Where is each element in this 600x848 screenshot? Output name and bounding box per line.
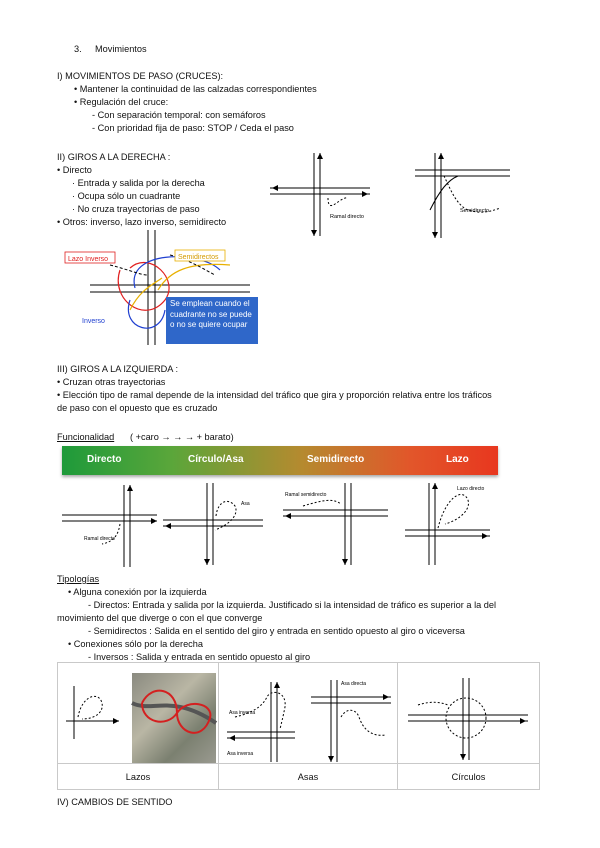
tipologias-title: Tipologías [57, 574, 100, 584]
fig-label: Ramal directo [330, 214, 364, 220]
right-turn-semidirect-figure [410, 150, 520, 240]
asas-label: Asas [297, 772, 319, 782]
section-number: 3. [74, 44, 82, 54]
func-directo-figure [62, 482, 162, 567]
table-cell-lazos [57, 763, 219, 790]
circulos-figure [408, 675, 533, 760]
table-cell-asas-figure [218, 662, 398, 764]
fig-label: Semidirecto [460, 208, 490, 214]
func-semidirecto-figure [283, 480, 393, 565]
s1-bullet-3: - Con separación temporal: con semáforos [92, 110, 266, 120]
func-title: Funcionalidad [57, 432, 115, 442]
table-cell-circulos-figure [397, 662, 540, 764]
section-1-title: I) MOVIMIENTOS DE PASO (CRUCES): [57, 71, 224, 81]
section-2-title: II) GIROS A LA DERECHA : [57, 152, 171, 162]
tipo-bullet-1: • Alguna conexión por la izquierda [68, 587, 207, 597]
fig-label: Asa directa [341, 681, 367, 687]
asas-figure-2 [311, 677, 396, 762]
s2-bullet-4: · No cruza trayectorias de paso [72, 204, 200, 214]
note-box: Se emplean cuando el cuadrante no se puede o no se quiere ocupar [166, 297, 258, 344]
page-title: Movimientos [95, 44, 147, 54]
s3-bullet-2: • Elección tipo de ramal depende de la intensidad del tráfico que gira y proporción relativa entre los tráficos [57, 390, 492, 400]
asas-figure-1 [227, 677, 297, 762]
band-semidirecto: Semidirecto [307, 454, 365, 465]
circulos-label: Círculos [451, 772, 486, 782]
fig-label: Lazo directo [457, 486, 485, 492]
tipo-bullet-2: - Directos: Entrada y salida por la izquierda. Justificado si la intensidad de tráfico es superior a la del [88, 600, 497, 610]
fig-label: Ramal directo [84, 536, 115, 542]
s2-bullet-3: · Ocupa sólo un cuadrante [72, 191, 181, 201]
s2-bullet-2: · Entrada y salida por la derecha [72, 178, 205, 188]
s1-bullet-2: • Regulación del cruce: [74, 97, 169, 107]
func-asa-figure [163, 480, 268, 565]
s3-bullet-1: • Cruzan otras trayectorias [57, 377, 166, 387]
tipo-bullet-5: • Conexiones sólo por la derecha [68, 639, 203, 649]
s2-bullet-1: • Directo [57, 165, 92, 175]
functionality-band [62, 446, 498, 475]
right-turn-direct-figure [270, 148, 380, 238]
band-directo: Directo [87, 454, 122, 465]
fig-label: Asa [241, 501, 250, 507]
lazos-label: Lazos [125, 772, 151, 782]
table-cell-asas [218, 763, 398, 790]
typology-table [57, 662, 540, 790]
aerial-photo [132, 673, 216, 763]
table-cell-lazos-figure [57, 662, 219, 764]
section-3-title: III) GIROS A LA IZQUIERDA : [57, 364, 179, 374]
s1-bullet-4: - Con prioridad fija de paso: STOP / Ceda el paso [92, 123, 294, 133]
semidirectos-label: Semidirectos [178, 254, 219, 261]
table-cell-circulos [397, 763, 540, 790]
band-circulo: Círculo/Asa [188, 454, 244, 465]
tipo-bullet-3: movimiento del que diverge o con el que converge [57, 613, 263, 623]
func-scale: ( +caro → → → + barato) [130, 432, 234, 442]
s2-bullet-5: • Otros: inverso, lazo inverso, semidirecto [57, 217, 227, 227]
aerial-roads [132, 673, 216, 763]
lazos-figure [64, 681, 124, 741]
band-lazo: Lazo [446, 454, 469, 465]
fig-label: Ramal semidirecto [285, 492, 327, 498]
inverso-label: Inverso [82, 318, 105, 325]
tipo-bullet-6: - Inversos : Salida y entrada en sentido opuesto al giro [88, 652, 311, 662]
lazo-inverso-label: Lazo Inverso [68, 256, 109, 263]
s1-bullet-1: • Mantener la continuidad de las calzadas correspondientes [74, 84, 317, 94]
tipo-bullet-4: - Semidirectos : Salida en el sentido del giro y entrada en sentido opuesto al giro o viceversa [88, 626, 465, 636]
func-lazo-figure [405, 480, 500, 565]
fig-label: Asa inversa [229, 710, 256, 716]
s3-bullet-3: de paso con el opuesto que es cruzado [57, 403, 218, 413]
section-4-title: IV) CAMBIOS DE SENTIDO [57, 797, 173, 807]
fig-label: Asa inversa [227, 751, 254, 757]
